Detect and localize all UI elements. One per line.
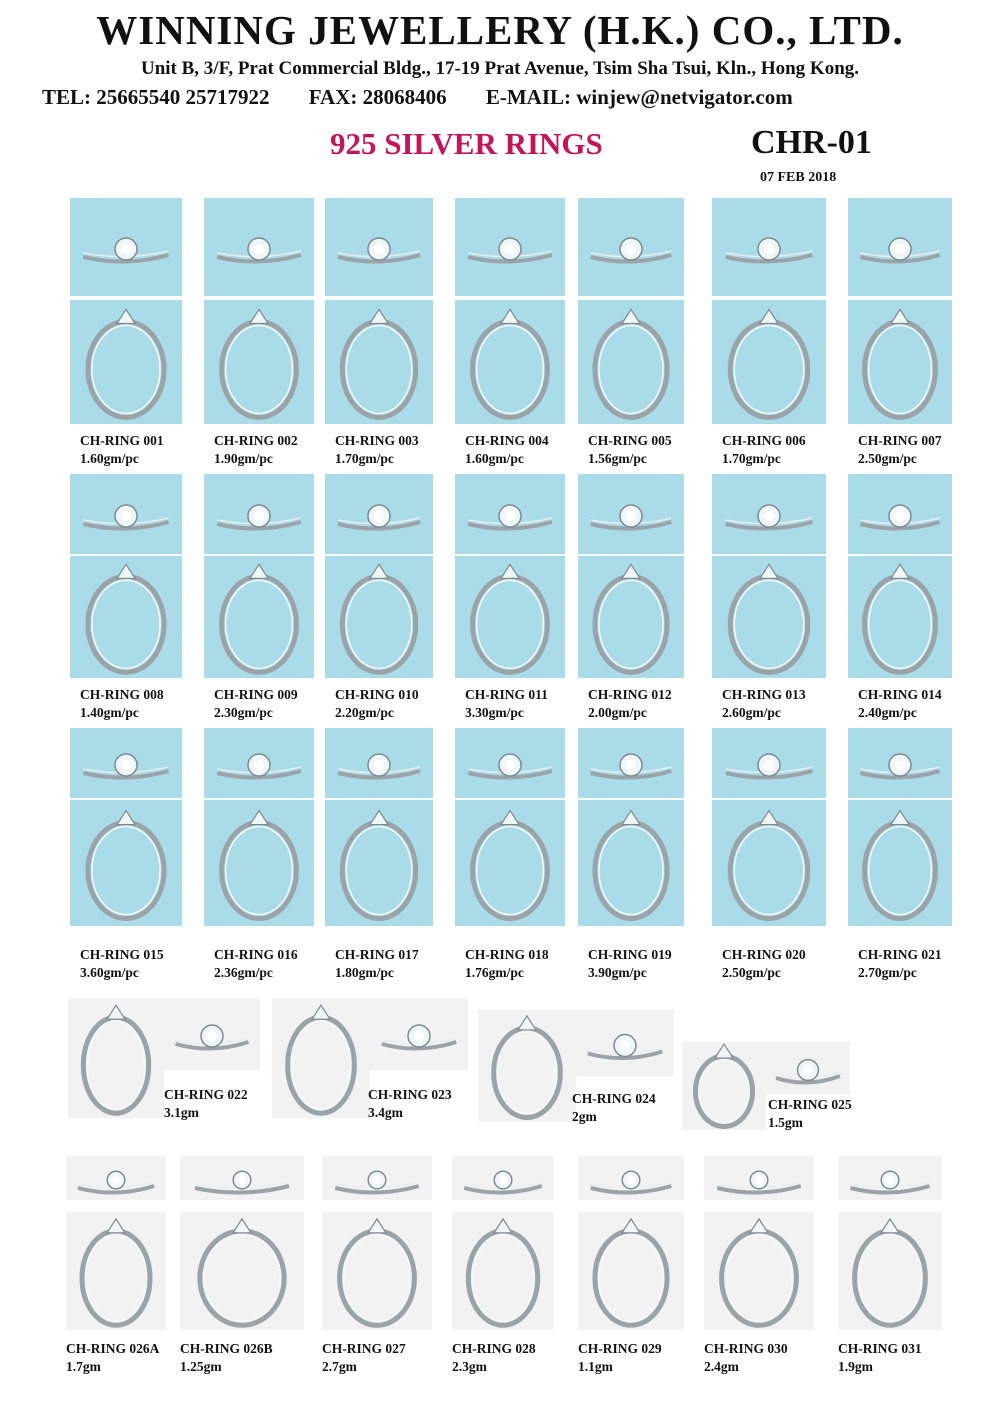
ring-013-label: [722, 686, 806, 722]
ring-023-label: [368, 1086, 452, 1122]
ring-ring-027-side-photo: [322, 1212, 432, 1330]
ring-code: CH-RING 002: [214, 433, 298, 448]
contact-line: [42, 85, 827, 110]
ring-code: CH-RING 026B: [180, 1341, 273, 1356]
ring-code: CH-RING 004: [465, 433, 549, 448]
ring-002-side-photo: [204, 300, 314, 424]
ring-024-top-photo: [576, 1010, 674, 1077]
ring-019-top-photo: [578, 728, 684, 798]
telephone: TEL: 25665540 25717922: [42, 85, 270, 109]
ring-021-side-photo: [848, 800, 952, 926]
ring-weight: 1.70gm/pc: [722, 451, 781, 466]
ring-008-side-photo: [70, 556, 182, 678]
ring-014-label: [858, 686, 942, 722]
ring-code: CH-RING 008: [80, 687, 164, 702]
ring-code: CH-RING 011: [465, 687, 548, 702]
ring-022-top-photo: [164, 998, 260, 1070]
ring-code: CH-RING 030: [704, 1341, 788, 1356]
ring-007-label: [858, 432, 942, 468]
ring-code: CH-RING 009: [214, 687, 298, 702]
ring-018-side-photo: [455, 800, 565, 926]
ring-024-label: [572, 1090, 656, 1126]
ring-001-label: [80, 432, 164, 468]
ring-015-label: [80, 946, 164, 982]
ring-ring-026a-top-photo: [66, 1156, 166, 1200]
ring-weight: 2.40gm/pc: [858, 705, 917, 720]
ring-weight: 1.9gm: [838, 1359, 873, 1374]
ring-022-label: [164, 1086, 248, 1122]
ring-code: CH-RING 019: [588, 947, 672, 962]
ring-weight: 2.4gm: [704, 1359, 739, 1374]
ring-015-top-photo: [70, 728, 182, 798]
ring-code: CH-RING 029: [578, 1341, 662, 1356]
ring-code: CH-RING 014: [858, 687, 942, 702]
ring-005-label: [588, 432, 672, 468]
ring-weight: 1.70gm/pc: [335, 451, 394, 466]
ring-weight: 1.56gm/pc: [588, 451, 647, 466]
ring-024-side-photo: [478, 1010, 576, 1122]
ring-ring-026a-side-photo: [66, 1212, 166, 1330]
ring-023-side-photo: [272, 998, 370, 1118]
ring-ring-026a-label: [66, 1340, 159, 1376]
ring-weight: 2gm: [572, 1109, 597, 1124]
ring-020-label: [722, 946, 806, 982]
ring-ring-028-label: [452, 1340, 536, 1376]
ring-007-side-photo: [848, 300, 952, 424]
ring-020-top-photo: [712, 728, 826, 798]
ring-code: CH-RING 017: [335, 947, 419, 962]
ring-021-label: [858, 946, 942, 982]
ring-weight: 1.40gm/pc: [80, 705, 139, 720]
ring-weight: 3.4gm: [368, 1105, 403, 1120]
ring-006-top-photo: [712, 198, 826, 296]
ring-014-side-photo: [848, 556, 952, 678]
ring-005-side-photo: [578, 300, 684, 424]
ring-010-label: [335, 686, 419, 722]
ring-weight: 1.1gm: [578, 1359, 613, 1374]
ring-code: CH-RING 007: [858, 433, 942, 448]
ring-weight: 2.30gm/pc: [214, 705, 273, 720]
ring-weight: 3.60gm/pc: [80, 965, 139, 980]
ring-code: CH-RING 013: [722, 687, 806, 702]
ring-023-top-photo: [370, 998, 468, 1070]
ring-019-side-photo: [578, 800, 684, 926]
ring-008-label: [80, 686, 164, 722]
ring-011-label: [465, 686, 548, 722]
ring-weight: 1.80gm/pc: [335, 965, 394, 980]
ring-009-label: [214, 686, 298, 722]
ring-weight: 1.90gm/pc: [214, 451, 273, 466]
ring-weight: 1.5gm: [768, 1115, 803, 1130]
ring-code: CH-RING 021: [858, 947, 942, 962]
ring-003-label: [335, 432, 419, 468]
ring-006-side-photo: [712, 300, 826, 424]
ring-009-side-photo: [204, 556, 314, 678]
ring-020-side-photo: [712, 800, 826, 926]
ring-ring-028-top-photo: [452, 1156, 554, 1200]
ring-012-side-photo: [578, 556, 684, 678]
ring-weight: 1.25gm: [180, 1359, 222, 1374]
ring-code: CH-RING 026A: [66, 1341, 160, 1356]
ring-025-top-photo: [766, 1042, 850, 1094]
ring-weight: 2.50gm/pc: [722, 965, 781, 980]
ring-ring-030-top-photo: [704, 1156, 814, 1200]
ring-025-side-photo: [682, 1042, 766, 1130]
ring-code: CH-RING 001: [80, 433, 164, 448]
ring-018-label: [465, 946, 549, 982]
ring-011-top-photo: [455, 474, 565, 554]
ring-weight: 2.60gm/pc: [722, 705, 781, 720]
catalog-date: 07 FEB 2018: [760, 170, 837, 185]
ring-code: CH-RING 031: [838, 1341, 922, 1356]
ring-010-side-photo: [325, 556, 433, 678]
ring-017-top-photo: [325, 728, 433, 798]
email: E-MAIL: winjew@netvigator.com: [485, 85, 793, 109]
ring-weight: 2.3gm: [452, 1359, 487, 1374]
fax: FAX: 28068406: [308, 85, 447, 109]
ring-weight: 2.00gm/pc: [588, 705, 647, 720]
ring-weight: 1.60gm/pc: [465, 451, 524, 466]
company-name: WINNING JEWELLERY (H.K.) CO., LTD.: [96, 7, 904, 53]
ring-code: CH-RING 025: [768, 1097, 852, 1112]
ring-022-side-photo: [68, 998, 164, 1118]
ring-ring-029-top-photo: [578, 1156, 684, 1200]
ring-016-label: [214, 946, 298, 982]
catalog-code: CHR-01: [751, 124, 872, 161]
ring-ring-030-side-photo: [704, 1212, 814, 1330]
ring-code: CH-RING 012: [588, 687, 672, 702]
ring-ring-030-label: [704, 1340, 788, 1376]
ring-weight: 3.30gm/pc: [465, 705, 524, 720]
ring-013-side-photo: [712, 556, 826, 678]
ring-code: CH-RING 003: [335, 433, 419, 448]
ring-code: CH-RING 006: [722, 433, 806, 448]
ring-005-top-photo: [578, 198, 684, 296]
ring-code: CH-RING 005: [588, 433, 672, 448]
ring-012-label: [588, 686, 672, 722]
ring-weight: 3.1gm: [164, 1105, 199, 1120]
ring-017-side-photo: [325, 800, 433, 926]
ring-012-top-photo: [578, 474, 684, 554]
ring-code: CH-RING 022: [164, 1087, 248, 1102]
ring-ring-026b-side-photo: [180, 1212, 304, 1330]
ring-017-label: [335, 946, 419, 982]
ring-code: CH-RING 010: [335, 687, 419, 702]
ring-weight: 3.90gm/pc: [588, 965, 647, 980]
ring-ring-027-top-photo: [322, 1156, 432, 1200]
ring-weight: 2.50gm/pc: [858, 451, 917, 466]
ring-ring-031-top-photo: [838, 1156, 942, 1200]
ring-016-side-photo: [204, 800, 314, 926]
ring-code: CH-RING 016: [214, 947, 298, 962]
ring-002-label: [214, 432, 298, 468]
ring-ring-028-side-photo: [452, 1212, 554, 1330]
ring-code: CH-RING 020: [722, 947, 806, 962]
ring-code: CH-RING 015: [80, 947, 164, 962]
ring-001-top-photo: [70, 198, 182, 296]
ring-ring-026b-label: [180, 1340, 273, 1376]
ring-weight: 1.7gm: [66, 1359, 101, 1374]
ring-021-top-photo: [848, 728, 952, 798]
ring-004-side-photo: [455, 300, 565, 424]
ring-ring-031-label: [838, 1340, 922, 1376]
ring-weight: 2.7gm: [322, 1359, 357, 1374]
ring-010-top-photo: [325, 474, 433, 554]
ring-003-top-photo: [325, 198, 433, 296]
ring-007-top-photo: [848, 198, 952, 296]
ring-019-label: [588, 946, 672, 982]
ring-weight: 1.76gm/pc: [465, 965, 524, 980]
ring-014-top-photo: [848, 474, 952, 554]
ring-015-side-photo: [70, 800, 182, 926]
ring-ring-026b-top-photo: [180, 1156, 304, 1200]
ring-ring-027-label: [322, 1340, 406, 1376]
ring-code: CH-RING 018: [465, 947, 549, 962]
ring-002-top-photo: [204, 198, 314, 296]
ring-ring-029-label: [578, 1340, 662, 1376]
ring-weight: 1.60gm/pc: [80, 451, 139, 466]
ring-code: CH-RING 028: [452, 1341, 536, 1356]
ring-001-side-photo: [70, 300, 182, 424]
ring-weight: 2.20gm/pc: [335, 705, 394, 720]
ring-003-side-photo: [325, 300, 433, 424]
ring-013-top-photo: [712, 474, 826, 554]
ring-ring-031-side-photo: [838, 1212, 942, 1330]
ring-004-top-photo: [455, 198, 565, 296]
ring-code: CH-RING 024: [572, 1091, 656, 1106]
ring-006-label: [722, 432, 806, 468]
ring-code: CH-RING 023: [368, 1087, 452, 1102]
catalog-title: 925 SILVER RINGS: [330, 126, 603, 161]
ring-008-top-photo: [70, 474, 182, 554]
ring-009-top-photo: [204, 474, 314, 554]
ring-weight: 2.36gm/pc: [214, 965, 273, 980]
ring-011-side-photo: [455, 556, 565, 678]
ring-025-label: [768, 1096, 852, 1132]
ring-016-top-photo: [204, 728, 314, 798]
ring-004-label: [465, 432, 549, 468]
ring-code: CH-RING 027: [322, 1341, 406, 1356]
ring-018-top-photo: [455, 728, 565, 798]
ring-ring-029-side-photo: [578, 1212, 684, 1330]
ring-weight: 2.70gm/pc: [858, 965, 917, 980]
company-address: Unit B, 3/F, Prat Commercial Bldg., 17-19 Prat Avenue, Tsim Sha Tsui, Kln., Hong Kong.: [140, 58, 860, 79]
